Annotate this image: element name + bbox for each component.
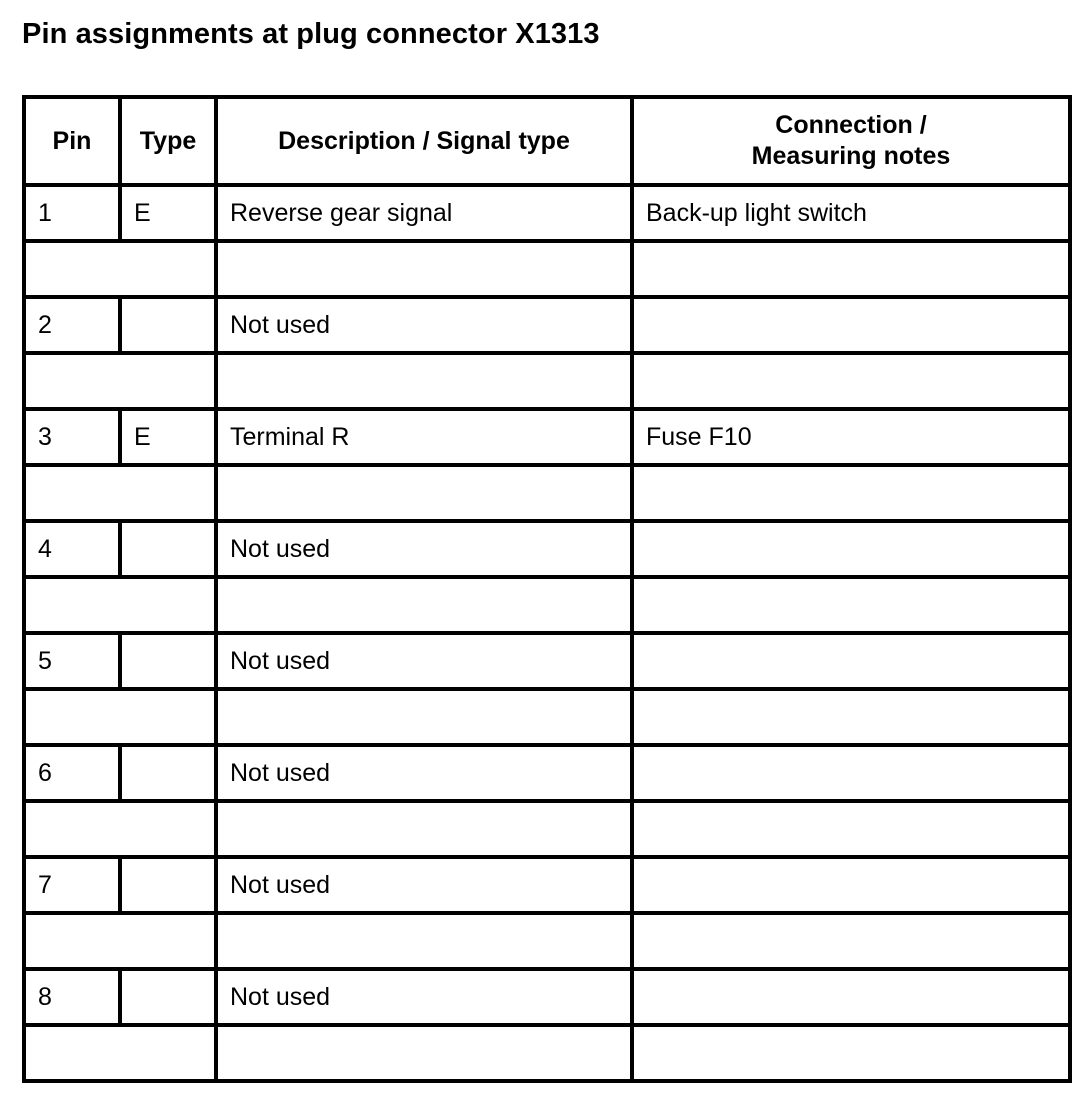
table-spacer-row bbox=[24, 465, 1070, 521]
cell-description: Not used bbox=[216, 521, 632, 577]
table-spacer-row bbox=[24, 241, 1070, 297]
spacer-cell-pin-type bbox=[24, 241, 216, 297]
spacer-cell-connection bbox=[632, 689, 1070, 745]
table-row bbox=[24, 297, 1070, 353]
spacer-cell-description bbox=[216, 577, 632, 633]
column-header-connection bbox=[632, 97, 1070, 185]
spacer-cell-pin-type bbox=[24, 689, 216, 745]
cell-pin: 4 bbox=[24, 521, 120, 577]
cell-type bbox=[120, 633, 216, 689]
cell-connection bbox=[632, 969, 1070, 1025]
cell-description: Terminal R bbox=[216, 409, 632, 465]
spacer-cell-connection bbox=[632, 353, 1070, 409]
column-header-connection-line2: Measuring notes bbox=[751, 142, 951, 170]
spacer-cell-connection bbox=[632, 577, 1070, 633]
spacer-cell-pin-type bbox=[24, 465, 216, 521]
spacer-cell-connection bbox=[632, 241, 1070, 297]
table-row bbox=[24, 969, 1070, 1025]
spacer-cell-pin-type bbox=[24, 801, 216, 857]
cell-type bbox=[120, 857, 216, 913]
table-row bbox=[24, 857, 1070, 913]
spacer-cell-description bbox=[216, 465, 632, 521]
table-spacer-row bbox=[24, 577, 1070, 633]
cell-description: Not used bbox=[216, 745, 632, 801]
spacer-cell-pin-type bbox=[24, 353, 216, 409]
cell-description: Not used bbox=[216, 857, 632, 913]
spacer-cell-pin-type bbox=[24, 913, 216, 969]
column-header-pin: Pin bbox=[24, 97, 120, 185]
cell-type bbox=[120, 521, 216, 577]
cell-connection: Fuse F10 bbox=[632, 409, 1070, 465]
table-row bbox=[24, 185, 1070, 241]
table-spacer-row bbox=[24, 801, 1070, 857]
cell-connection bbox=[632, 521, 1070, 577]
table-header-row bbox=[24, 97, 1070, 185]
spacer-cell-description bbox=[216, 689, 632, 745]
cell-type bbox=[120, 297, 216, 353]
cell-pin: 3 bbox=[24, 409, 120, 465]
cell-connection bbox=[632, 297, 1070, 353]
cell-type bbox=[120, 969, 216, 1025]
cell-pin: 8 bbox=[24, 969, 120, 1025]
cell-description: Not used bbox=[216, 633, 632, 689]
cell-type bbox=[120, 745, 216, 801]
cell-type: E bbox=[120, 409, 216, 465]
column-header-connection-line1: Connection / bbox=[775, 111, 927, 139]
cell-description: Reverse gear signal bbox=[216, 185, 632, 241]
spacer-cell-connection bbox=[632, 913, 1070, 969]
table-row bbox=[24, 633, 1070, 689]
spacer-cell-pin-type bbox=[24, 1025, 216, 1081]
spacer-cell-connection bbox=[632, 465, 1070, 521]
cell-description: Not used bbox=[216, 969, 632, 1025]
table-row bbox=[24, 745, 1070, 801]
cell-connection bbox=[632, 857, 1070, 913]
column-header-description: Description / Signal type bbox=[216, 97, 632, 185]
cell-connection bbox=[632, 633, 1070, 689]
pin-assignment-table bbox=[22, 95, 1072, 1083]
page-title: Pin assignments at plug connector X1313 bbox=[22, 18, 600, 50]
table-spacer-row bbox=[24, 913, 1070, 969]
spacer-cell-pin-type bbox=[24, 577, 216, 633]
cell-pin: 6 bbox=[24, 745, 120, 801]
spacer-cell-description bbox=[216, 241, 632, 297]
cell-connection: Back-up light switch bbox=[632, 185, 1070, 241]
table-row bbox=[24, 521, 1070, 577]
cell-pin: 5 bbox=[24, 633, 120, 689]
table-spacer-row bbox=[24, 1025, 1070, 1081]
cell-type: E bbox=[120, 185, 216, 241]
spacer-cell-description bbox=[216, 801, 632, 857]
column-header-type: Type bbox=[120, 97, 216, 185]
spacer-cell-description bbox=[216, 913, 632, 969]
spacer-cell-description bbox=[216, 353, 632, 409]
cell-connection bbox=[632, 745, 1070, 801]
cell-pin: 7 bbox=[24, 857, 120, 913]
spacer-cell-description bbox=[216, 1025, 632, 1081]
table-spacer-row bbox=[24, 689, 1070, 745]
cell-description: Not used bbox=[216, 297, 632, 353]
spacer-cell-connection bbox=[632, 801, 1070, 857]
table-row bbox=[24, 409, 1070, 465]
table-spacer-row bbox=[24, 353, 1070, 409]
cell-pin: 2 bbox=[24, 297, 120, 353]
cell-pin: 1 bbox=[24, 185, 120, 241]
spacer-cell-connection bbox=[632, 1025, 1070, 1081]
